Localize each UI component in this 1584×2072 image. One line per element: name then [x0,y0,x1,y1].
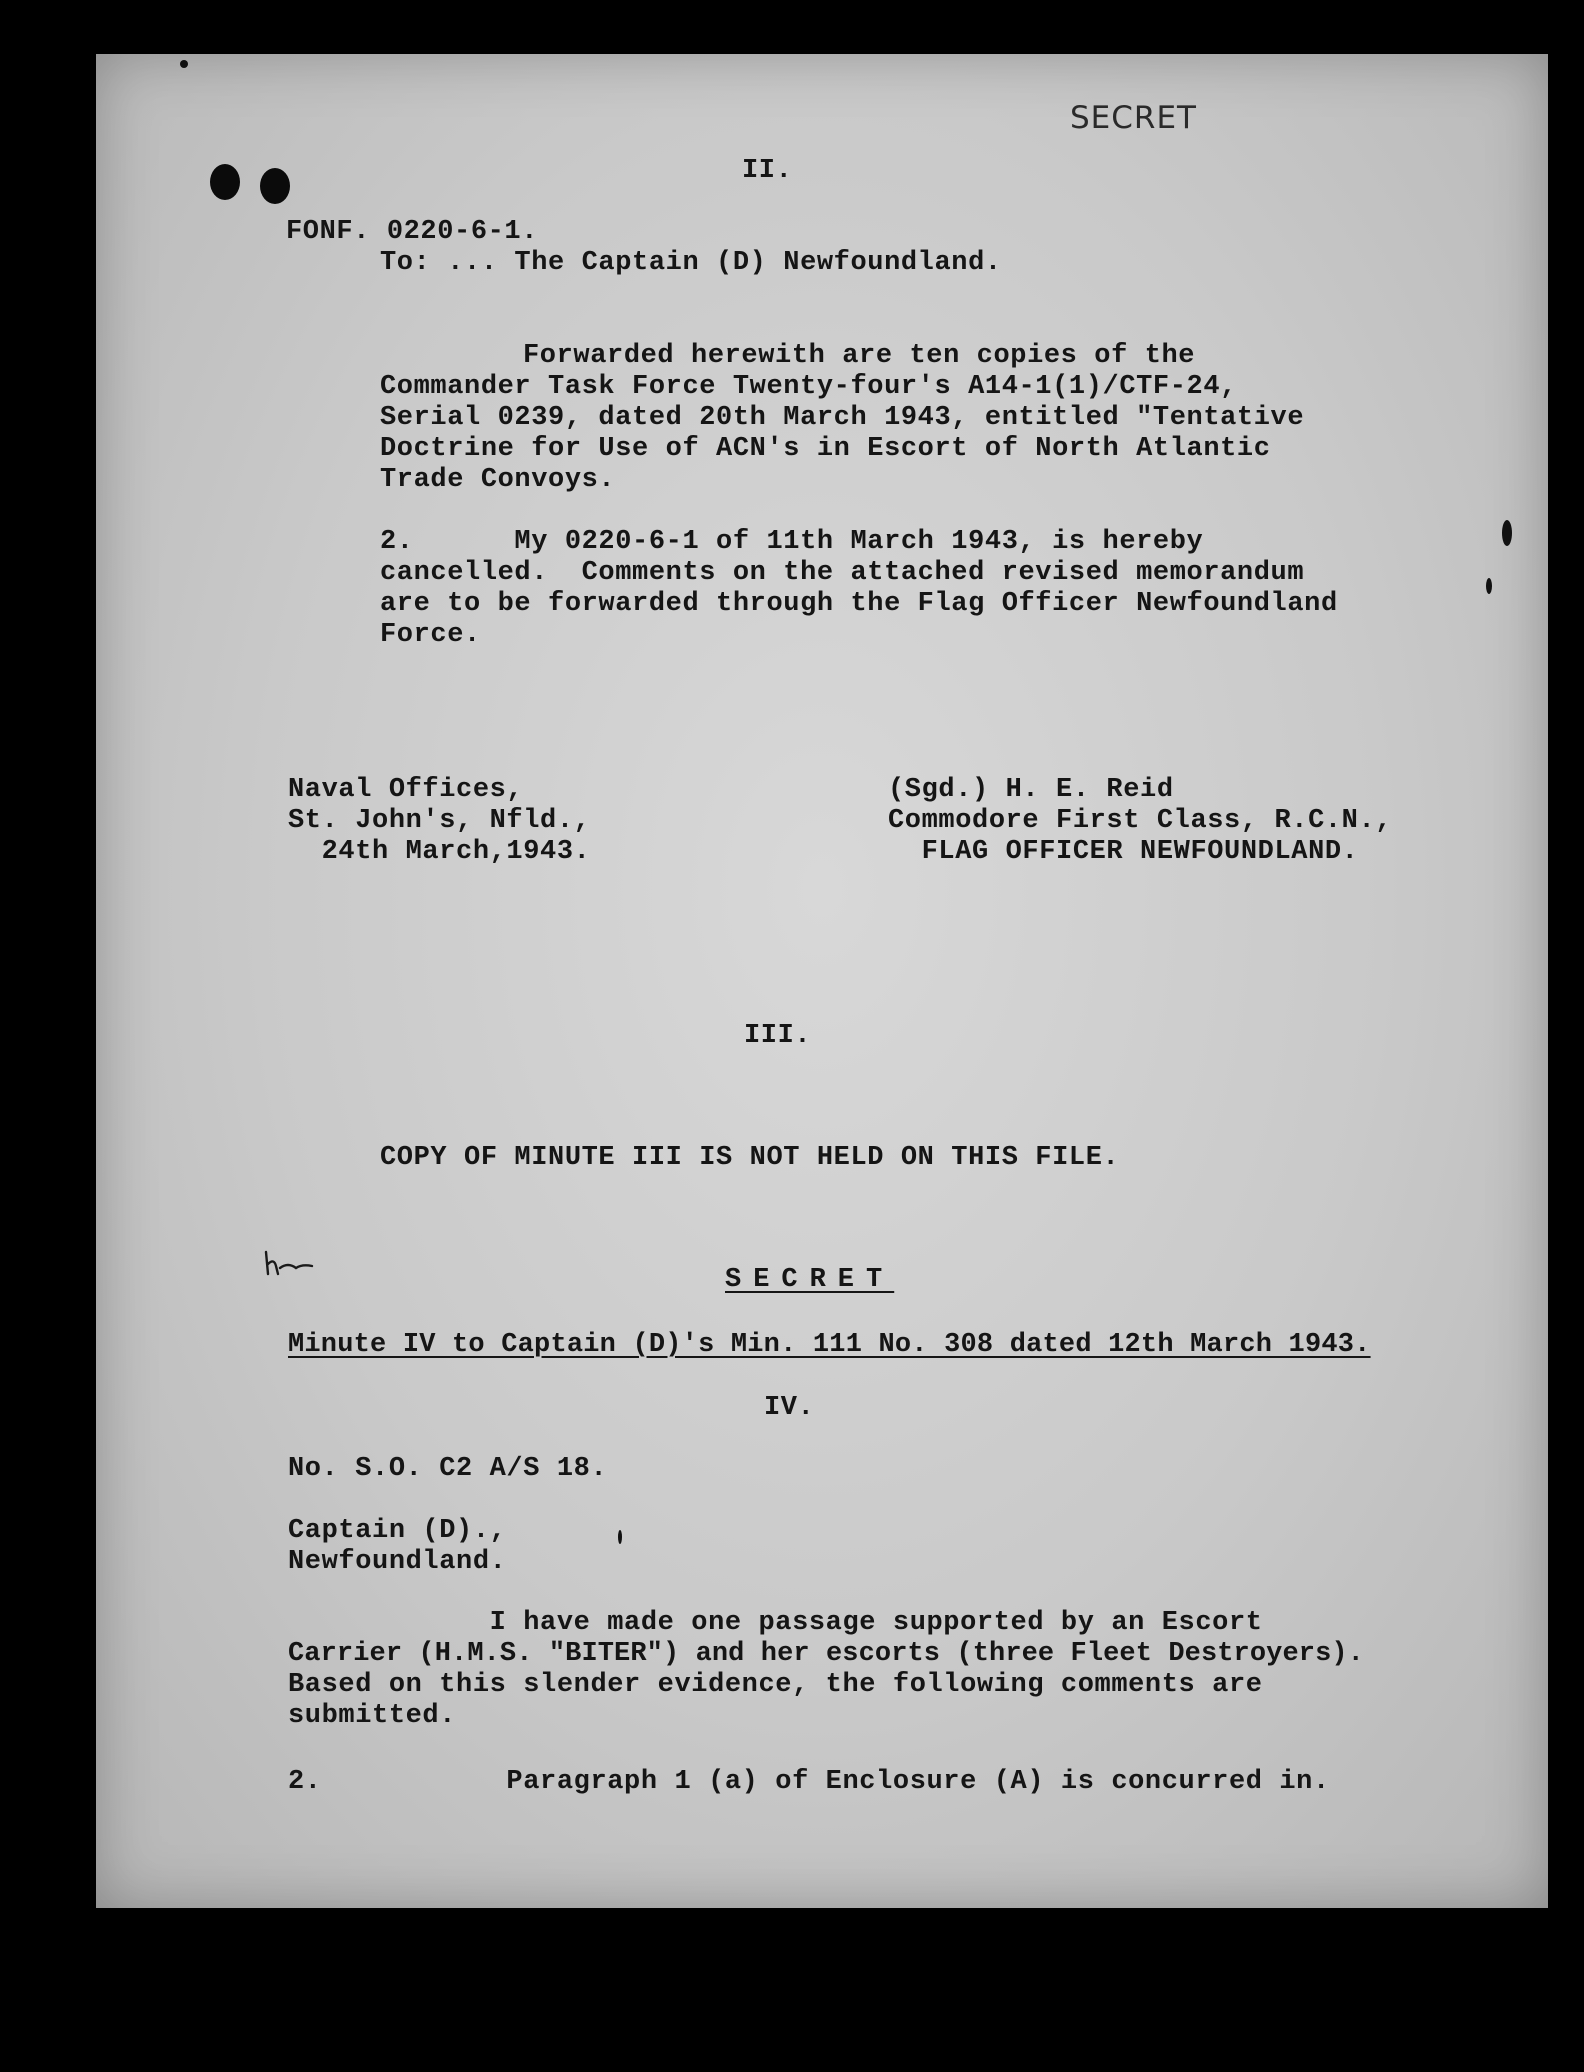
ink-speck [1502,520,1512,546]
secret-stamp: SECRET [1070,100,1197,136]
text-line: Serial 0239, dated 20th March 1943, entitled "Tentative [380,403,1305,433]
text-line: are to be forwarded through the Flag Officer Newfoundland [380,589,1338,619]
signature-line: (Sgd.) H. E. Reid [888,775,1174,805]
text-line: Carrier (H.M.S. "BITER") and her escorts (three Fleet Destroyers). [288,1639,1364,1669]
addressee-line: To: ... The Captain (D) Newfoundland. [380,248,1002,278]
text-line: Trade Convoys. [380,465,616,495]
classification-heading: SECRET [725,1265,895,1295]
punch-hole-right [260,168,290,204]
text-line: submitted. [288,1701,457,1731]
origin-line: 24th March,1943. [288,837,591,867]
addressee-line: Captain (D)., [288,1516,507,1546]
ink-speck [618,1530,622,1544]
text-line: Doctrine for Use of ACN's in Escort of North Atlantic [380,434,1271,464]
text-line: cancelled. Comments on the attached revised memorandum [380,558,1305,588]
minute-ii-heading: II. [742,156,793,186]
text-line: 2. My 0220-6-1 of 11th March 1943, is hereby [380,527,1204,557]
signature-line: FLAG OFFICER NEWFOUNDLAND. [888,837,1359,867]
minute-iv-reference: No. S.O. C2 A/S 18. [288,1454,608,1484]
text-line: Commander Task Force Twenty-four's A14-1(1)/CTF-24, [380,372,1237,402]
file-reference: FONF. 0220-6-1. [286,217,539,247]
text-line: I have made one passage supported by an Escort [288,1608,1263,1638]
handwritten-initials [262,1248,322,1278]
punch-hole-left [210,164,240,200]
origin-line: Naval Offices, [288,775,524,805]
minute-iii-heading: III. [744,1021,812,1051]
text-line: Forwarded herewith are ten copies of the [523,341,1196,371]
ink-speck [1486,578,1492,594]
origin-line: St. John's, Nfld., [288,806,591,836]
ink-speck [180,60,188,68]
text-line: Based on this slender evidence, the following comments are [288,1670,1263,1700]
text-line: Force. [380,620,481,650]
minute-iii-note: COPY OF MINUTE III IS NOT HELD ON THIS FILE. [380,1143,1120,1173]
minute-iv-heading: IV. [764,1393,815,1423]
minute-iv-paragraph-2: 2. Paragraph 1 (a) of Enclosure (A) is concurred in. [288,1767,1330,1797]
addressee-line: Newfoundland. [288,1547,507,1577]
signature-line: Commodore First Class, R.C.N., [888,806,1393,836]
minute-iv-title: Minute IV to Captain (D)'s Min. 111 No. 308 dated 12th March 1943. [288,1330,1371,1360]
